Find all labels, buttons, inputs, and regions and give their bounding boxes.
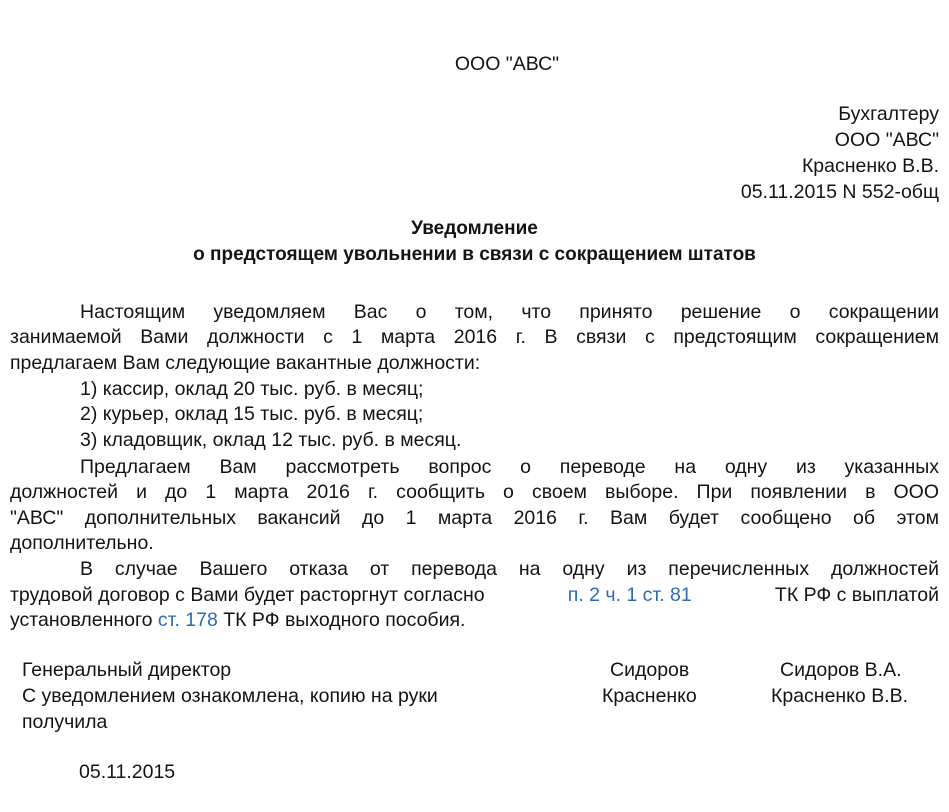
paragraph-1-line-2: занимаемой Вами должности с 1 марта 2016 г. В связи с предстоящим сокращением (10, 326, 939, 348)
addressee-position: Бухгалтеру (838, 103, 939, 125)
addressee-name: Красненко В.В. (801, 155, 939, 177)
labor-code-article-178-link[interactable]: ст. 178 (157, 609, 218, 631)
employee-signature: Красненко (602, 685, 697, 707)
paragraph-2-line-1: Предлагаем Вам рассмотреть вопрос о переводе на одну из указанных (80, 456, 939, 478)
paragraph-3-line-1: В случае Вашего отказа от перевода на одну из перечисленных должностей (80, 558, 939, 580)
acknowledgement-line-1: С уведомлением ознакомлена, копию на руки (22, 685, 438, 707)
labor-code-article-81-link[interactable]: п. 2 ч. 1 ст. 81 (567, 584, 692, 606)
paragraph-3-line-2 (10, 583, 939, 608)
paragraph-3-text: ТК РФ с выплатой (774, 584, 939, 606)
paragraph-3-text: установленного (10, 609, 153, 631)
list-item: 2) курьер, оклад 15 тыс. руб. в месяц; (80, 403, 424, 425)
list-item: 1) кассир, оклад 20 тыс. руб. в месяц; (80, 378, 424, 400)
director-title: Генеральный директор (22, 659, 232, 681)
paragraph-2-line-4: дополнительно. (10, 532, 154, 554)
company-name: ООО "АВС" (454, 53, 560, 75)
paragraph-2-line-3: "АВС" дополнительных вакансий до 1 марта 2016 г. Вам будет сообщено об этом (10, 507, 939, 529)
document-title: Уведомление (411, 218, 538, 239)
acknowledgement-line-2: получила (22, 711, 108, 733)
employee-name: Красненко В.В. (771, 685, 909, 707)
paragraph-3-line-3 (10, 608, 465, 633)
paragraph-3-text: трудовой договор с Вами будет расторгнут согласно (10, 584, 485, 606)
document-subtitle: о предстоящем увольнении в связи с сокращением штатов (193, 244, 756, 265)
director-signature: Сидоров (610, 659, 690, 681)
paragraph-2-line-2: должностей и до 1 марта 2016 г. сообщить о своем выборе. При появлении в ООО (10, 481, 939, 503)
list-item: 3) кладовщик, оклад 12 тыс. руб. в месяц. (80, 429, 462, 451)
paragraph-1-line-1: Настоящим уведомляем Вас о том, что принято решение о сокращении (80, 301, 939, 323)
addressee-company: ООО "АВС" (834, 129, 939, 151)
acknowledgement-date: 05.11.2015 (79, 761, 176, 783)
document-number-date: 05.11.2015 N 552-общ (740, 181, 939, 203)
paragraph-1-line-3: предлагаем Вам следующие вакантные должности: (10, 352, 481, 374)
director-name: Сидоров В.А. (780, 659, 902, 681)
paragraph-3-text: ТК РФ выходного пособия. (223, 609, 466, 631)
